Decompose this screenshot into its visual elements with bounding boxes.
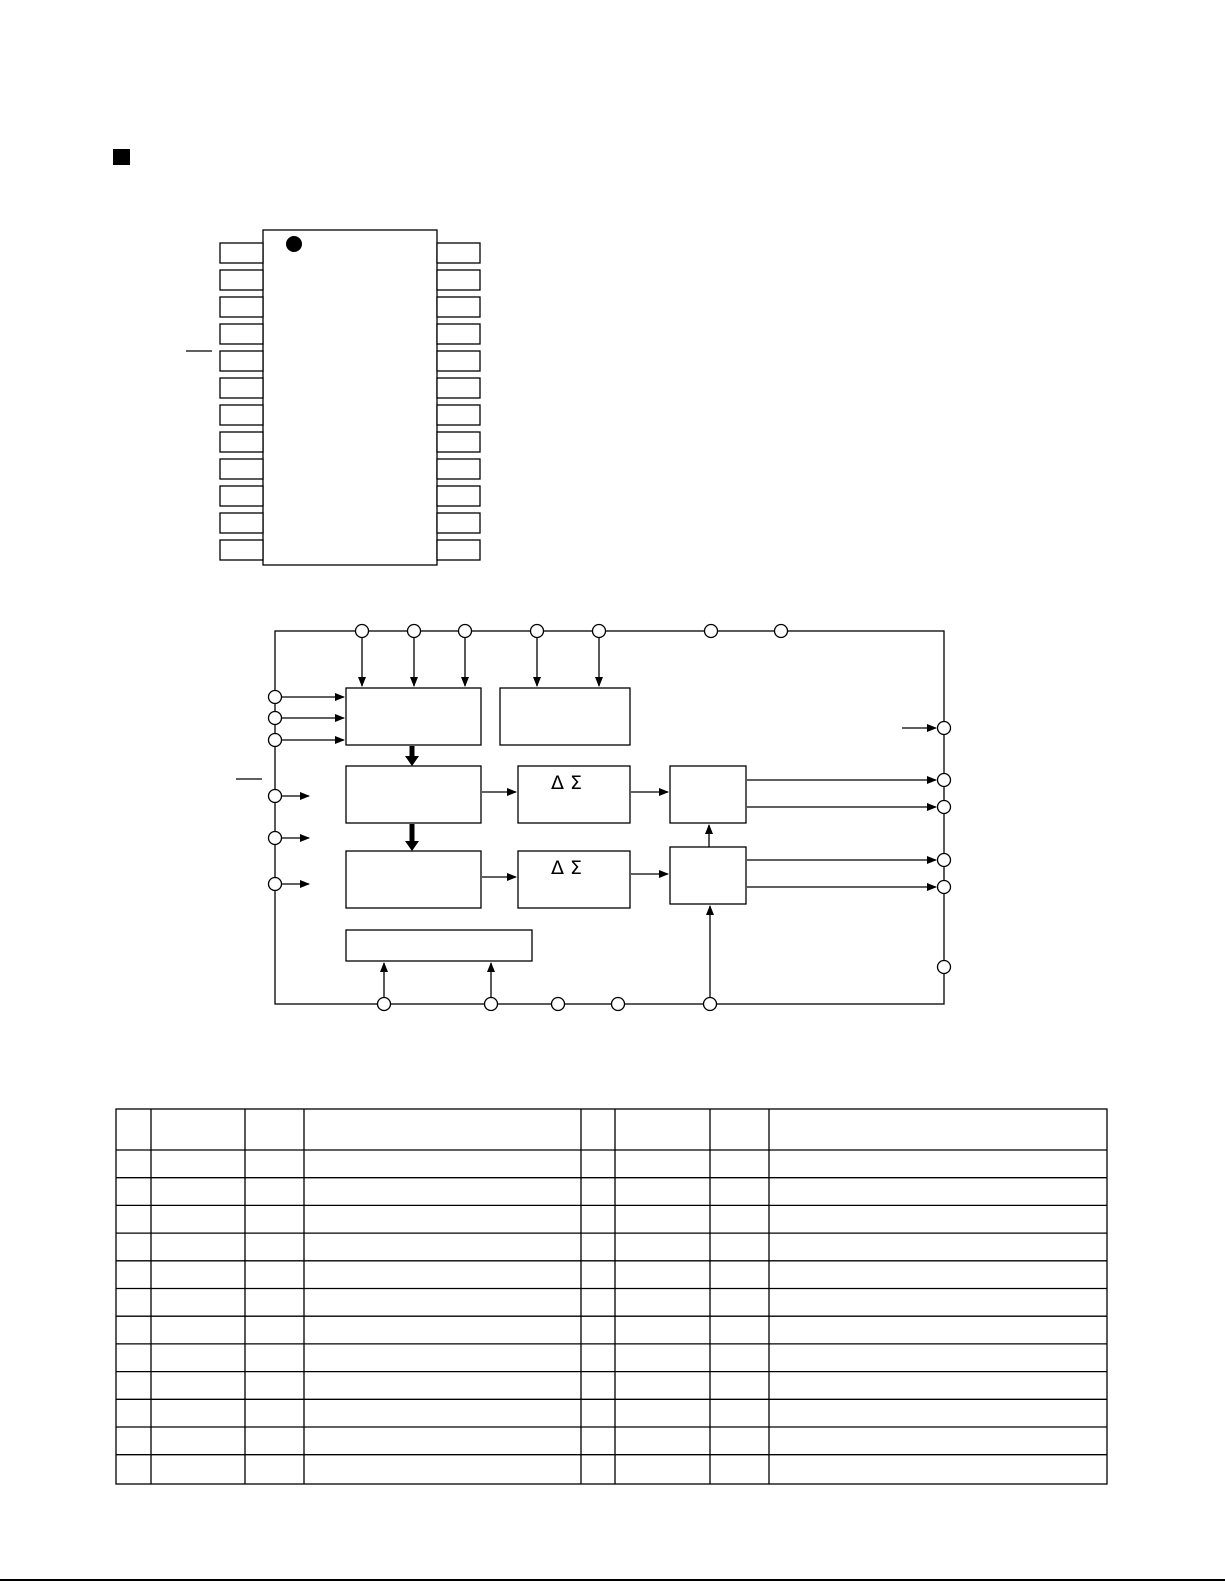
table-row-dividers: [116, 1150, 1107, 1455]
delta-sigma-label-1: Δ Σ: [551, 772, 583, 794]
table-border: [116, 1109, 1107, 1484]
table-column-dividers: [151, 1109, 769, 1484]
delta-sigma-label-2: Δ Σ: [551, 857, 583, 879]
page-footer-rule: [0, 1579, 1225, 1581]
